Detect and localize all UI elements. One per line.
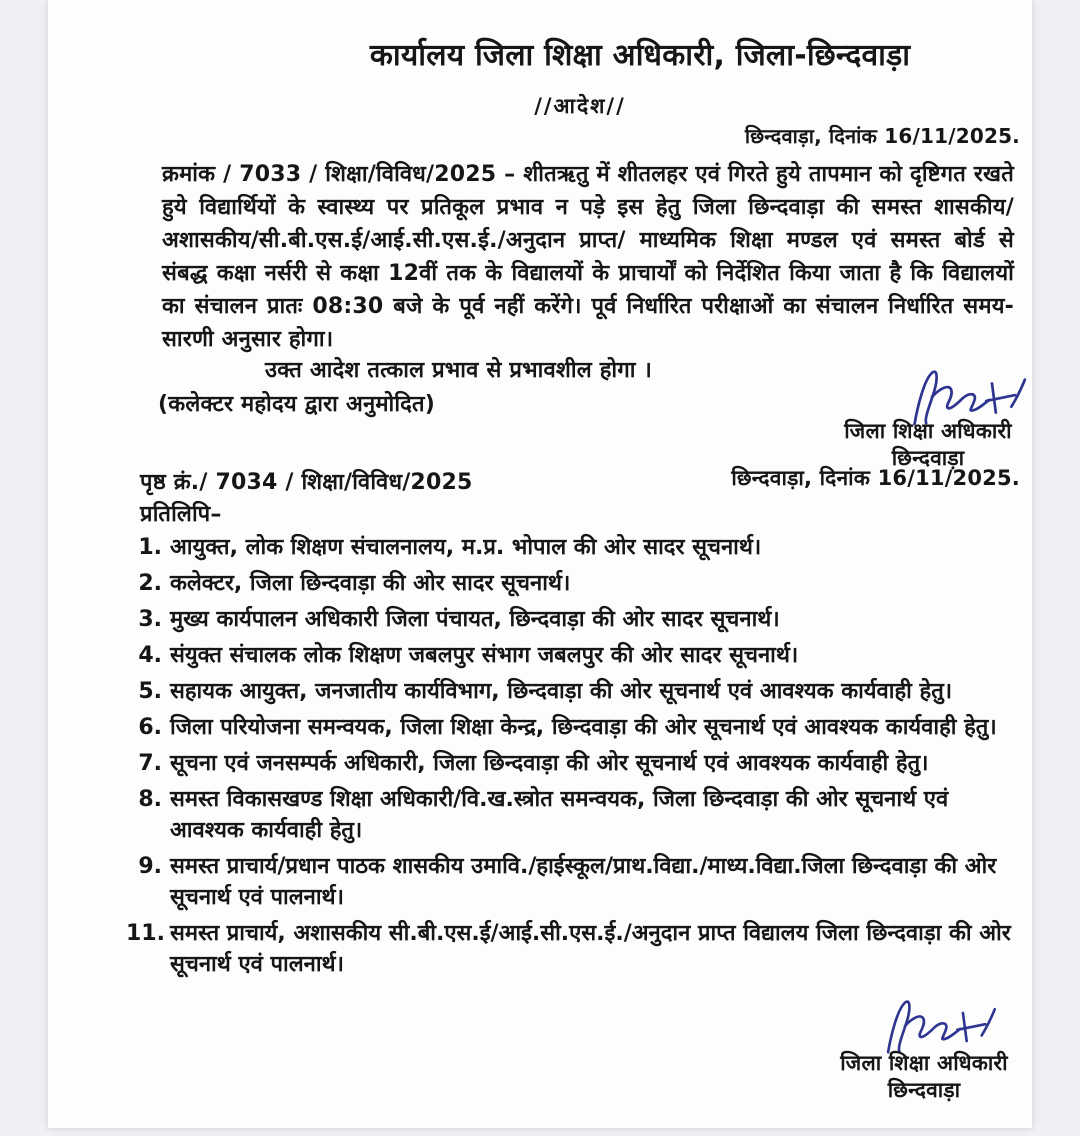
copy-list-item xyxy=(126,712,1028,743)
copy-item-number: 1. xyxy=(138,535,162,560)
office-title: कार्यालय जिला शिक्षा अधिकारी, जिला-छिन्दवाड़ा xyxy=(369,38,911,73)
copy-item-text: सूचना एवं जनसम्पर्क अधिकारी, जिला छिन्दवाड़ा की ओर सूचनार्थ एवं आवश्यक कार्यवाही हेतु। xyxy=(170,751,929,776)
place-date-top: छिन्दवाड़ा, दिनांक 16/11/2025. xyxy=(744,124,1020,148)
copy-item-number: 4. xyxy=(138,643,162,668)
place-date-endorsement: छिन्दवाड़ा, दिनांक 16/11/2025. xyxy=(731,466,1020,490)
copy-list-item xyxy=(126,640,1028,671)
copy-item-text: जिला परियोजना समन्वयक, जिला शिक्षा केन्द्र, छिन्दवाड़ा की ओर सूचनार्थ एवं आवश्यक कार्यवाही हेतु। xyxy=(170,715,997,740)
order-body-paragraph: क्रमांक / 7033 / शिक्षा/विविध/2025 – शीतऋतु में शीतलहर एवं गिरते हुये तापमान को दृष्टिगत रखते हुये विद्यार्थियों के स्वास्थ्य पर प्रतिकूल प्रभाव न पड़े इस हेतु जिला छिन्दवाड़ा की समस्त शासकीय/अशासकीय/सी.बी.एस.ई/आई.सी.एस.ई./अनुदान प्राप्त/ माध्यमिक शिक्षा मण्डल एवं समस्त बोर्ड से संबद्ध कक्षा नर्सरी से कक्षा 12वीं तक के विद्यालयों के प्राचार्यों को निर्देशित किया जाता है कि विद्यालयों का संचालन प्रातः 08:30 बजे के पूर्व नहीं करेंगे। पूर्व निर्धारित परीक्षाओं का संचालन निर्धारित समय-सारणी अनुसार होगा। xyxy=(162,162,1014,352)
copy-item-text: समस्त प्राचार्य, अशासकीय सी.बी.एस.ई/आई.सी.एस.ई./अनुदान प्राप्त विद्यालय जिला छिन्दवाड़ा की ओर सूचनार्थ एवं पालनार्थ। xyxy=(170,921,1011,977)
copy-list-item xyxy=(126,676,1028,707)
copy-list-item xyxy=(126,918,1028,980)
copy-to-label: प्रतिलिपि– xyxy=(140,502,222,527)
signature-ink-bottom xyxy=(858,998,1008,1056)
collector-approval-line: (कलेक्टर महोदय द्वारा अनुमोदित) xyxy=(158,392,435,417)
copy-item-text: संयुक्त संचालक लोक शिक्षण जबलपुर संभाग जबलपुर की ओर सादर सूचनार्थ। xyxy=(170,643,799,668)
copy-list-item xyxy=(126,851,1028,913)
copy-list-item xyxy=(126,568,1028,599)
signatory-title: जिला शिक्षा अधिकारी xyxy=(844,419,1012,443)
copy-to-list xyxy=(126,532,1028,985)
copy-item-text: मुख्य कार्यपालन अधिकारी जिला पंचायत, छिन्दवाड़ा की ओर सादर सूचनार्थ। xyxy=(170,607,780,632)
signatory-title: जिला शिक्षा अधिकारी xyxy=(840,1051,1008,1075)
copy-list-item xyxy=(126,604,1028,635)
copy-item-number: 5. xyxy=(138,679,162,704)
copy-list-item xyxy=(126,532,1028,563)
copy-item-text: कलेक्टर, जिला छिन्दवाड़ा की ओर सादर सूचनार्थ। xyxy=(170,571,571,596)
copy-item-number: 6. xyxy=(138,715,162,740)
copy-item-text: सहायक आयुक्त, जनजातीय कार्यविभाग, छिन्दवाड़ा की ओर सूचनार्थ एवं आवश्यक कार्यवाही हेतु। xyxy=(170,679,953,704)
copy-item-number: 9. xyxy=(138,854,162,879)
endorsement-ref-line: पृष्ठ क्रं./ 7034 / शिक्षा/विविध/2025 xyxy=(140,470,473,495)
order-heading: //आदेश// xyxy=(534,94,626,118)
copy-item-number: 8. xyxy=(138,787,162,812)
order-effect-line: उक्त आदेश तत्काल प्रभाव से प्रभावशील होगा । xyxy=(265,358,652,383)
copy-item-number: 7. xyxy=(138,751,162,776)
copy-list-item xyxy=(126,748,1028,779)
signatory-block-bottom xyxy=(818,1050,1030,1104)
copy-item-number: 11. xyxy=(126,921,165,946)
copy-item-text: समस्त विकासखण्ड शिक्षा अधिकारी/वि.ख.स्त्रोत समन्वयक, जिला छिन्दवाड़ा की ओर सूचनार्थ एवं आवश्यक कार्यवाही हेतु। xyxy=(170,787,949,843)
signatory-place: छिन्दवाड़ा xyxy=(887,1078,961,1102)
copy-list-item xyxy=(126,784,1028,846)
copy-item-text: समस्त प्राचार्य/प्रधान पाठक शासकीय उमावि./हाईस्कूल/प्राथ.विद्या./माध्य.विद्या.जिला छिन्दवाड़ा की ओर सूचनार्थ एवं पालनार्थ। xyxy=(170,854,997,910)
copy-item-text: आयुक्त, लोक शिक्षण संचालनालय, म.प्र. भोपाल की ओर सादर सूचनार्थ। xyxy=(170,535,762,560)
signatory-place: छिन्दवाड़ा xyxy=(891,446,965,470)
copy-item-number: 3. xyxy=(138,607,162,632)
copy-item-number: 2. xyxy=(138,571,162,596)
